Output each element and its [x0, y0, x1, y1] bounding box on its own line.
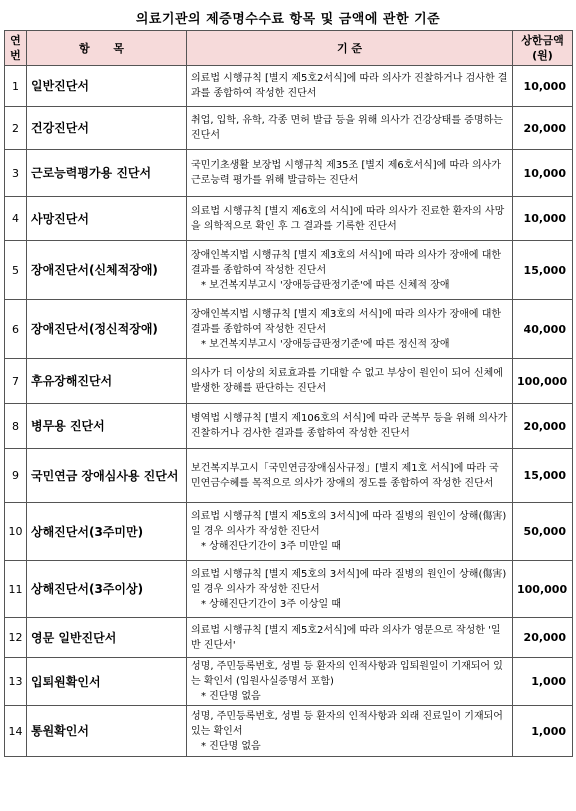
table-row	[5, 404, 573, 449]
row-criteria	[187, 706, 513, 757]
row-amount: 15,000	[513, 241, 573, 300]
table-row	[5, 197, 573, 241]
criteria-note: * 보건복지부고시 '장애등급판정기준'에 따른 신체적 장애	[201, 279, 450, 291]
row-number: 10	[5, 503, 27, 561]
header-no: 연번	[5, 31, 27, 66]
row-criteria	[187, 66, 513, 107]
row-criteria	[187, 197, 513, 241]
row-criteria	[187, 150, 513, 197]
row-amount: 20,000	[513, 618, 573, 658]
row-criteria	[187, 241, 513, 300]
row-number: 9	[5, 449, 27, 503]
row-amount: 100,000	[513, 561, 573, 618]
row-number: 2	[5, 107, 27, 150]
criteria-note: * 진단명 없음	[201, 740, 261, 752]
criteria-text: 장애인복지법 시행규칙 [별지 제3호의 서식]에 따라 의사가 장애에 대한 결과를 종합하여 작성한 진단서	[191, 249, 502, 276]
criteria-note: * 진단명 없음	[201, 691, 261, 702]
row-item-name: 상해진단서(3주이상)	[27, 561, 187, 618]
row-number: 7	[5, 359, 27, 404]
criteria-text: 성명, 주민등록번호, 성별 등 환자의 인적사항과 입퇴원일이 기재되어 있는 확인서 (입원사실증명서 포함)	[191, 661, 503, 687]
table-row	[5, 359, 573, 404]
row-number: 13	[5, 658, 27, 706]
row-amount: 1,000	[513, 706, 573, 757]
criteria-text: 의료법 시행규칙 [별지 제5호2서식]에 따라 의사가 영문으로 작성한 '일반 진단서'	[191, 624, 501, 651]
row-number: 1	[5, 66, 27, 107]
criteria-note: * 상해진단기간이 3주 이상일 때	[201, 598, 341, 610]
fee-table	[4, 30, 573, 757]
header-amount: 상한금액(원)	[513, 31, 573, 66]
row-item-name: 사망진단서	[27, 197, 187, 241]
criteria-text: 의료법 시행규칙 [별지 제5호의 3서식]에 따라 질병의 원인이 상해(傷害)일 경우 의사가 작성한 진단서	[191, 568, 507, 595]
table-row	[5, 561, 573, 618]
row-number: 8	[5, 404, 27, 449]
row-number: 5	[5, 241, 27, 300]
row-number: 3	[5, 150, 27, 197]
row-criteria	[187, 503, 513, 561]
row-amount: 1,000	[513, 658, 573, 706]
row-criteria	[187, 449, 513, 503]
criteria-text: 의사가 더 이상의 치료효과를 기대할 수 없고 부상이 원인이 되어 신체에 발생한 장해를 판단하는 진단서	[191, 368, 503, 394]
criteria-text: 의료법 시행규칙 [별지 제5호의 3서식]에 따라 질병의 원인이 상해(傷害)일 경우 의사가 작성한 진단서	[191, 511, 507, 537]
row-item-name: 장애진단서(신체적장애)	[27, 241, 187, 300]
row-criteria	[187, 404, 513, 449]
row-amount: 10,000	[513, 66, 573, 107]
criteria-text: 성명, 주민등록번호, 성별 등 환자의 인적사항과 외래 진료일이 기재되어 있는 확인서	[191, 710, 503, 737]
row-number: 12	[5, 618, 27, 658]
row-item-name: 장애진단서(정신적장애)	[27, 300, 187, 359]
table-row	[5, 107, 573, 150]
row-item-name: 병무용 진단서	[27, 404, 187, 449]
row-amount: 15,000	[513, 449, 573, 503]
row-criteria	[187, 658, 513, 706]
row-criteria	[187, 300, 513, 359]
row-item-name: 통원확인서	[27, 706, 187, 757]
criteria-text: 보건복지부고시「국민연금장애심사규정」[별지 제1호 서식]에 따라 국민연금수혜를 목적으로 의사가 장애의 정도를 종합하여 작성한 진단서	[191, 462, 499, 489]
criteria-text: 취업, 입학, 유학, 각종 면허 발급 등을 위해 의사가 건강상태를 증명하는 진단서	[191, 115, 503, 141]
criteria-note: * 보건복지부고시 '장애등급판정기준'에 따른 정신적 장애	[201, 338, 450, 350]
row-criteria	[187, 107, 513, 150]
criteria-text: 의료법 시행규칙 [별지 제5호2서식]에 따라 의사가 진찰하거나 검사한 결과를 종합하여 작성한 진단서	[191, 73, 508, 99]
row-item-name: 후유장해진단서	[27, 359, 187, 404]
criteria-note: * 상해진단기간이 3주 미만일 때	[201, 541, 341, 552]
header-item-label: 항 목	[78, 41, 135, 55]
table-row	[5, 66, 573, 107]
table-row	[5, 150, 573, 197]
row-item-name: 입퇴원확인서	[27, 658, 187, 706]
table-row	[5, 706, 573, 757]
row-criteria	[187, 561, 513, 618]
row-number: 14	[5, 706, 27, 757]
header-item	[27, 31, 187, 66]
row-item-name: 국민연금 장애심사용 진단서	[27, 449, 187, 503]
row-item-name: 근로능력평가용 진단서	[27, 150, 187, 197]
table-row	[5, 503, 573, 561]
row-amount: 50,000	[513, 503, 573, 561]
row-number: 6	[5, 300, 27, 359]
row-item-name: 상해진단서(3주미만)	[27, 503, 187, 561]
criteria-text: 국민기초생활 보장법 시행규칙 제35조 [별지 제6호서식]에 따라 의사가 근로능력 평가를 위해 발급하는 진단서	[191, 160, 501, 186]
table-row	[5, 300, 573, 359]
row-criteria	[187, 618, 513, 658]
row-criteria	[187, 359, 513, 404]
row-item-name: 건강진단서	[27, 107, 187, 150]
table-row	[5, 658, 573, 706]
row-amount: 20,000	[513, 107, 573, 150]
row-number: 4	[5, 197, 27, 241]
header-criteria: 기 준	[187, 31, 513, 66]
table-header-row	[5, 31, 573, 66]
table-row	[5, 449, 573, 503]
row-item-name: 일반진단서	[27, 66, 187, 107]
criteria-text: 병역법 시행규칙 [별지 제106호의 서식]에 따라 군복무 등을 위해 의사가 진찰하거나 검사한 결과를 종합하여 작성한 진단서	[191, 413, 508, 439]
row-item-name: 영문 일반진단서	[27, 618, 187, 658]
row-number: 11	[5, 561, 27, 618]
row-amount: 40,000	[513, 300, 573, 359]
row-amount: 10,000	[513, 197, 573, 241]
row-amount: 10,000	[513, 150, 573, 197]
criteria-text: 장애인복지법 시행규칙 [별지 제3호의 서식]에 따라 의사가 장애에 대한 결과를 종합하여 작성한 진단서	[191, 308, 502, 335]
page-title: 의료기관의 제증명수수료 항목 및 금액에 관한 기준	[135, 12, 441, 27]
table-row	[5, 618, 573, 658]
table-row	[5, 241, 573, 300]
row-amount: 100,000	[513, 359, 573, 404]
row-amount: 20,000	[513, 404, 573, 449]
criteria-text: 의료법 시행규칙 [별지 제6호의 서식]에 따라 의사가 진료한 환자의 사망을 의학적으로 확인 후 그 결과를 기록한 진단서	[191, 205, 505, 232]
